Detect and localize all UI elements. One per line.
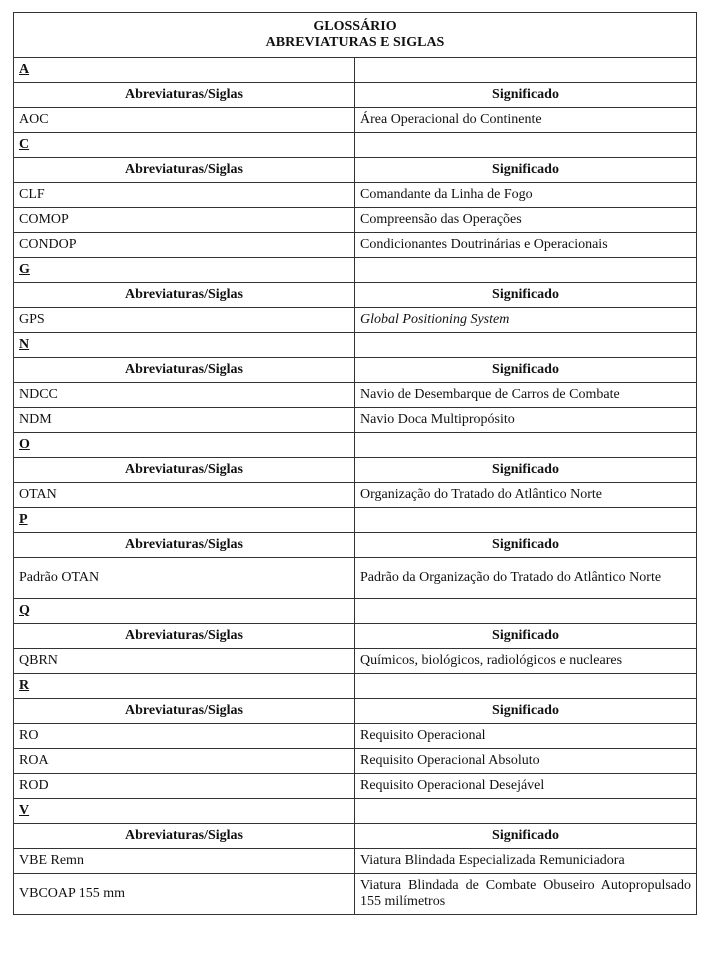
table-row: [14, 233, 697, 258]
section-empty-cell: [355, 133, 697, 158]
meaning-cell: Padrão da Organização do Tratado do Atlântico Norte: [355, 558, 697, 599]
meaning-cell: Condicionantes Doutrinárias e Operacionais: [355, 233, 697, 258]
section-empty-cell: [355, 599, 697, 624]
table-row: [14, 183, 697, 208]
column-header-abbr: Abreviaturas/Siglas: [14, 699, 355, 724]
table-row: [14, 558, 697, 599]
section-letter-cell: [14, 674, 355, 699]
column-header-meaning: Significado: [355, 458, 697, 483]
column-header-abbr: Abreviaturas/Siglas: [14, 824, 355, 849]
table-row: [14, 724, 697, 749]
column-header-meaning: Significado: [355, 624, 697, 649]
column-header-abbr: Abreviaturas/Siglas: [14, 533, 355, 558]
abbreviation-cell: NDM: [14, 408, 355, 433]
meaning-cell: Global Positioning System: [355, 308, 697, 333]
section-letter: R: [19, 678, 30, 693]
section-letter: Q: [19, 603, 30, 618]
column-header-row: [14, 533, 697, 558]
section-letter: C: [19, 137, 30, 152]
abbreviation-cell: AOC: [14, 108, 355, 133]
table-row: [14, 749, 697, 774]
abbreviation-cell: NDCC: [14, 383, 355, 408]
section-letter-row: [14, 258, 697, 283]
section-letter: N: [19, 337, 30, 352]
section-letter-row: [14, 599, 697, 624]
section-letter: P: [19, 512, 28, 527]
section-empty-cell: [355, 58, 697, 83]
meaning-cell: Comandante da Linha de Fogo: [355, 183, 697, 208]
table-row: [14, 774, 697, 799]
section-letter-cell: [14, 258, 355, 283]
column-header-abbr: Abreviaturas/Siglas: [14, 624, 355, 649]
table-row: [14, 208, 697, 233]
section-letter-row: [14, 433, 697, 458]
meaning-cell: Organização do Tratado do Atlântico Norte: [355, 483, 697, 508]
abbreviation-cell: VBE Remn: [14, 849, 355, 874]
column-header-abbr: Abreviaturas/Siglas: [14, 358, 355, 383]
column-header-row: [14, 624, 697, 649]
section-empty-cell: [355, 433, 697, 458]
meaning-cell: Químicos, biológicos, radiológicos e nucleares: [355, 649, 697, 674]
section-letter-cell: [14, 333, 355, 358]
table-row: [14, 108, 697, 133]
table-row: [14, 383, 697, 408]
abbreviation-cell: GPS: [14, 308, 355, 333]
table-row: [14, 308, 697, 333]
glossary-subtitle: ABREVIATURAS E SIGLAS: [265, 35, 445, 50]
section-letter-cell: [14, 599, 355, 624]
column-header-row: [14, 699, 697, 724]
section-letter: O: [19, 437, 30, 452]
meaning-cell: Requisito Operacional Desejável: [355, 774, 697, 799]
abbreviation-cell: VBCOAP 155 mm: [14, 874, 355, 915]
table-row: [14, 649, 697, 674]
meaning-cell: Área Operacional do Continente: [355, 108, 697, 133]
abbreviation-cell: QBRN: [14, 649, 355, 674]
column-header-meaning: Significado: [355, 533, 697, 558]
table-row: [14, 849, 697, 874]
meaning-cell: Compreensão das Operações: [355, 208, 697, 233]
section-letter: V: [19, 803, 30, 818]
section-letter-row: [14, 58, 697, 83]
section-empty-cell: [355, 674, 697, 699]
section-letter-row: [14, 674, 697, 699]
section-letter-row: [14, 333, 697, 358]
section-empty-cell: [355, 333, 697, 358]
meaning-cell: Navio de Desembarque de Carros de Combate: [355, 383, 697, 408]
section-letter: A: [19, 62, 30, 77]
section-letter-row: [14, 133, 697, 158]
table-row: [14, 408, 697, 433]
abbreviation-cell: Padrão OTAN: [14, 558, 355, 599]
section-empty-cell: [355, 508, 697, 533]
meaning-cell: Viatura Blindada de Combate Obuseiro Autopropulsado 155 milímetros: [355, 874, 697, 915]
abbreviation-cell: COMOP: [14, 208, 355, 233]
abbreviation-cell: OTAN: [14, 483, 355, 508]
section-letter: G: [19, 262, 30, 277]
abbreviation-cell: CLF: [14, 183, 355, 208]
section-letter-cell: [14, 433, 355, 458]
column-header-row: [14, 283, 697, 308]
section-empty-cell: [355, 258, 697, 283]
section-letter-cell: [14, 58, 355, 83]
column-header-abbr: Abreviaturas/Siglas: [14, 83, 355, 108]
column-header-abbr: Abreviaturas/Siglas: [14, 158, 355, 183]
column-header-row: [14, 358, 697, 383]
title-row: [14, 13, 697, 58]
column-header-abbr: Abreviaturas/Siglas: [14, 283, 355, 308]
column-header-row: [14, 458, 697, 483]
table-row: [14, 483, 697, 508]
column-header-abbr: Abreviaturas/Siglas: [14, 458, 355, 483]
column-header-meaning: Significado: [355, 283, 697, 308]
meaning-cell: Navio Doca Multipropósito: [355, 408, 697, 433]
section-empty-cell: [355, 799, 697, 824]
section-letter-cell: [14, 508, 355, 533]
abbreviation-cell: ROD: [14, 774, 355, 799]
meaning-cell: Viatura Blindada Especializada Remuniciadora: [355, 849, 697, 874]
meaning-cell: Requisito Operacional: [355, 724, 697, 749]
column-header-row: [14, 158, 697, 183]
column-header-row: [14, 824, 697, 849]
column-header-meaning: Significado: [355, 699, 697, 724]
meaning-cell: Requisito Operacional Absoluto: [355, 749, 697, 774]
table-row: [14, 874, 697, 915]
abbreviation-cell: RO: [14, 724, 355, 749]
title-cell: [14, 13, 697, 58]
abbreviation-cell: ROA: [14, 749, 355, 774]
section-letter-cell: [14, 799, 355, 824]
column-header-meaning: Significado: [355, 158, 697, 183]
section-letter-row: [14, 799, 697, 824]
column-header-row: [14, 83, 697, 108]
glossary-body: [14, 13, 697, 915]
glossary-title: GLOSSÁRIO: [313, 19, 397, 34]
section-letter-row: [14, 508, 697, 533]
column-header-meaning: Significado: [355, 824, 697, 849]
section-letter-cell: [14, 133, 355, 158]
column-header-meaning: Significado: [355, 358, 697, 383]
glossary-table: [13, 12, 697, 915]
abbreviation-cell: CONDOP: [14, 233, 355, 258]
column-header-meaning: Significado: [355, 83, 697, 108]
